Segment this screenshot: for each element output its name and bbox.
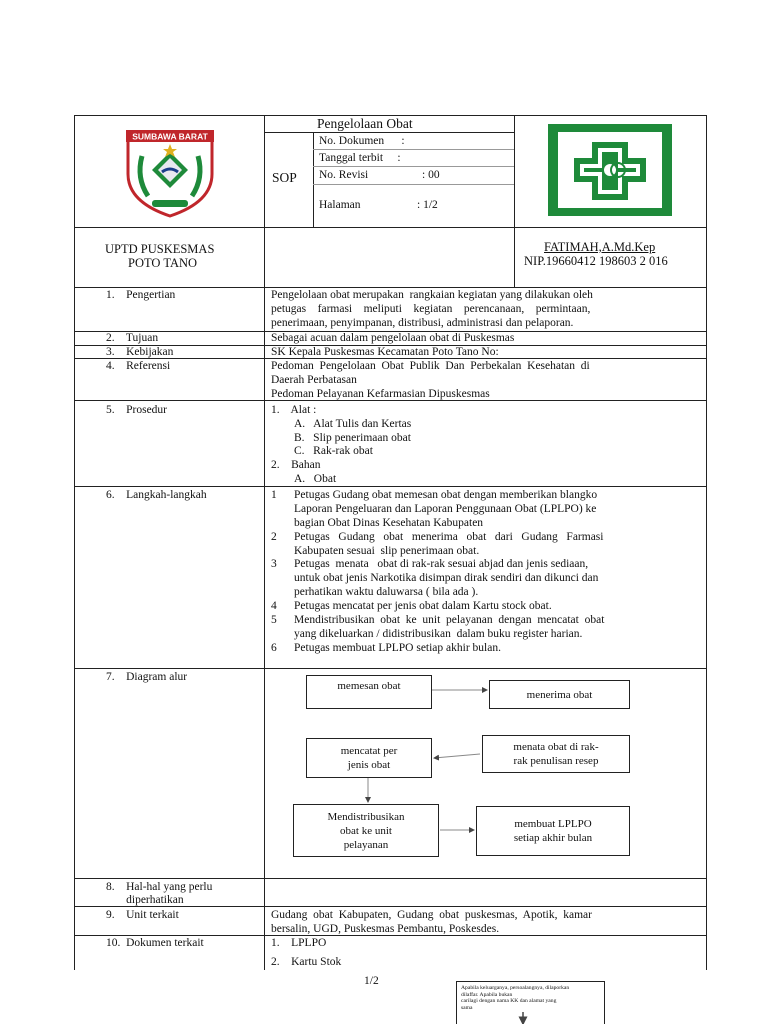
svg-text:SUMBAWA BARAT: SUMBAWA BARAT	[132, 131, 208, 142]
halaman-label: Halaman	[319, 199, 361, 211]
flow-box-membuat-lplpo-line2: setiap akhir bulan	[513, 832, 593, 844]
row8-label-1: 8. Hal-hal yang perlu	[106, 881, 213, 893]
step-6-line-1: Petugas membuat LPLPO setiap akhir bulan.	[294, 642, 501, 654]
step-number-6: 6	[271, 642, 277, 654]
note-line-4: sama	[461, 1004, 473, 1011]
row9-text-1: Gudang obat Kabupaten, Gudang obat puskesmas, Apotik, kamar	[271, 909, 592, 921]
row1-text-2: petugas farmasi meliputi kegiatan perencanaan, permintaan,	[271, 303, 591, 315]
flow-box-mendistribusikan-line2: obat ke unit	[340, 824, 392, 837]
sop-label: SOP	[272, 170, 297, 185]
flow-box-mencatat-line1: mencatat per	[340, 745, 398, 757]
step-1-line-2: Laporan Pengeluaran dan Laporan Penggunaan Obat (LPLPO) ke	[294, 503, 597, 515]
no-revisi-value: : 00	[422, 169, 440, 181]
page-number: 1/2	[364, 975, 379, 987]
row4-text-2: Daerah Perbatasan	[271, 374, 357, 386]
no-dokumen: No. Dokumen :	[319, 135, 405, 147]
row5-label: 5. Prosedur	[106, 404, 168, 416]
row1-text-1: Pengelolaan obat merupakan rangkaian kegiatan yang dilakukan oleh	[271, 289, 593, 301]
note-line-2: dilaffar. Apabila bukan	[461, 991, 513, 998]
step-5-line-2: yang dikeluarkan / didistribusikan dalam buku register harian.	[294, 628, 583, 640]
note-line-3: carilagi dengan nama KK dan alamat yang	[461, 998, 557, 1005]
step-number-2: 2	[271, 531, 277, 543]
row1-text-3: penerimaan, penyimpanan, distribusi, administrasi dan pelaporan.	[271, 317, 574, 329]
row9-text-2: bersalin, UGD, Puskesmas Pembantu, Poskesdes.	[271, 923, 500, 935]
row2-text: Sebagai acuan dalam pengelolaan obat di Puskesmas	[271, 332, 515, 344]
signer-name: FATIMAH,A.Md.Kep	[544, 240, 656, 254]
row2-label: 2. Tujuan	[106, 332, 159, 344]
step-number-1: 1	[271, 489, 277, 501]
row1-label: 1. Pengertian	[106, 289, 176, 301]
step-3-line-2: untuk obat jenis Narkotika disimpan dirak sendiri dan dikunci dan	[294, 572, 599, 584]
step-number-5: 5	[271, 614, 277, 626]
unit-name-line1: UPTD PUSKESMAS	[105, 242, 215, 256]
note-box	[456, 981, 605, 1024]
flow-box-menata-line1: menata obat di rak-	[513, 741, 599, 753]
flow-box-mendistribusikan-line3: pelayanan	[343, 838, 389, 851]
flow-box-menata-line2: rak penulisan resep	[513, 755, 599, 767]
prosedur-alat-c: C. Rak-rak obat	[294, 445, 373, 457]
prosedur-alat-a: A. Alat Tulis dan Kertas	[294, 418, 412, 430]
step-2-line-1: Petugas Gudang obat menerima obat dari Gudang Farmasi	[294, 531, 604, 543]
step-number-4: 4	[271, 600, 277, 612]
arrow-menata-to-mencatat	[434, 754, 480, 758]
row4-text-3: Pedoman Pelayanan Kefarmasian Dipuskesmas	[271, 388, 490, 400]
note-line-1: Apabila keluarganya, persoalangnya, dilaporkan	[461, 985, 570, 991]
flow-box-mendistribusikan-line1: Mendistribusikan	[327, 810, 405, 823]
prosedur-alat: 1. Alat :	[271, 404, 317, 416]
row9-label: 9. Unit terkait	[106, 909, 179, 921]
prosedur-bahan: 2. Bahan	[271, 459, 321, 471]
row10-item-2: 2. Kartu Stok	[271, 956, 342, 968]
row4-label: 4. Referensi	[106, 360, 171, 372]
step-2-line-2: Kabupaten sesuai slip penerimaan obat.	[294, 545, 480, 557]
flow-box-menerima-obat-text: menerima obat	[526, 688, 593, 701]
step-number-3: 3	[271, 558, 277, 570]
row7-label: 7. Diagram alur	[106, 671, 188, 683]
step-3-line-3: perhatikan waktu daluwarsa ( bila ada ).	[294, 586, 479, 598]
flow-box-memesan-obat-text: memesan obat	[337, 680, 401, 692]
row10-item-1: 1. LPLPO	[271, 937, 327, 949]
no-revisi-label: No. Revisi	[319, 169, 369, 181]
document-title: Pengelolaan Obat	[317, 116, 413, 131]
row3-label: 3. Kebijakan	[106, 346, 174, 358]
tanggal-terbit: Tanggal terbit :	[319, 152, 401, 164]
row4-text-1: Pedoman Pengelolaan Obat Publik Dan Perbekalan Kesehatan di	[271, 360, 590, 372]
prosedur-bahan-a: A. Obat	[294, 473, 337, 485]
flow-box-membuat-lplpo-line1: membuat LPLPO	[514, 818, 592, 830]
flow-box-mencatat-line2: jenis obat	[347, 759, 391, 771]
step-1-line-1: Petugas Gudang obat memesan obat dengan memberikan blangko	[294, 489, 598, 501]
unit-name-line2: POTO TANO	[128, 256, 198, 270]
halaman-value: : 1/2	[417, 199, 438, 211]
row10-label: 10. Dokumen terkait	[106, 937, 204, 949]
step-3-line-1: Petugas menata obat di rak-rak sesuai abjad dan jenis sediaan,	[294, 558, 589, 570]
row8-label-2: diperhatikan	[106, 894, 184, 906]
row3-text: SK Kepala Puskesmas Kecamatan Poto Tano No:	[271, 346, 499, 358]
step-1-line-3: bagian Obat Dinas Kesehatan Kabupaten	[294, 517, 484, 529]
signer-nip: NIP.19660412 198603 2 016	[524, 254, 668, 268]
step-4-line-1: Petugas mencatat per jenis obat dalam Kartu stock obat.	[294, 600, 552, 612]
prosedur-alat-b: B. Slip penerimaan obat	[294, 432, 411, 444]
row6-label: 6. Langkah-langkah	[106, 489, 207, 501]
step-5-line-1: Mendistribusikan obat ke unit pelayanan dengan mencatat obat	[294, 614, 605, 626]
